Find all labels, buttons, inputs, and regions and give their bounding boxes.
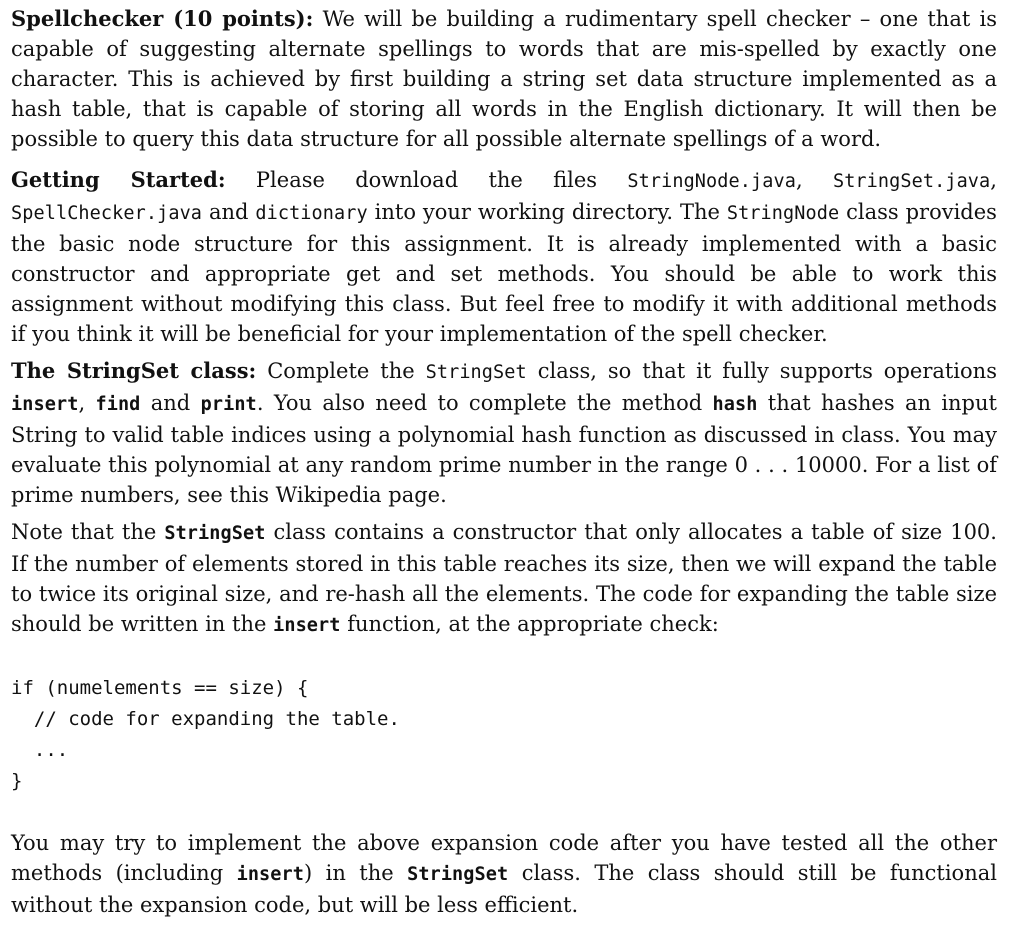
getting-started-text: and <box>208 200 249 224</box>
spellchecker-text: We will be building a rudimentary spell checker – one that is capable of suggesting alternate spellings to words that are mis-spelled by exactly one character. This is achieved by first building a string set data structure implemented as a hash table, that is capable of storing all words in the English dictionary. It will then be possible to query this data structure for all possible alternate spellings of a word. <box>11 7 997 151</box>
stringset-text: that hashes an input String to valid table indices using a polynomial hash function as discussed in class. You may evaluate this polynomial at any random prime number in the range 0 . . . 10000. For a list of prime numbers, see this Wikipedia page. <box>11 391 997 507</box>
note-text: class contains a constructor that only allocates a table of size 100. If the number of elements stored in this table reaches its size, then we will expand the table to twice its original size, and re-hash all the elements. The code for expanding the table size should be written in the <box>11 520 997 636</box>
note-paragraph <box>11 517 997 641</box>
comma: , <box>990 168 997 192</box>
file-spellchecker: SpellChecker.java <box>11 203 203 224</box>
stringset-heading: The StringSet class: <box>11 358 257 383</box>
file-stringset: StringSet.java <box>832 171 991 192</box>
method-print: print <box>200 394 257 415</box>
stringset-text: . You also need to complete the method <box>256 391 703 415</box>
getting-started-text: Please download the files <box>255 168 598 192</box>
method-find: find <box>95 394 141 415</box>
getting-started-paragraph <box>11 165 997 349</box>
getting-started-heading: Getting Started: <box>11 167 226 192</box>
code-line: ... <box>11 739 69 761</box>
method-insert: insert <box>11 394 79 415</box>
method-hash: hash <box>712 394 758 415</box>
spellchecker-paragraph <box>11 4 997 154</box>
final-text: You may try to implement the above expansion code after you have tested all the other methods (including <box>11 831 997 885</box>
final-paragraph <box>11 828 997 920</box>
getting-started-text: into your working directory. The <box>374 200 720 224</box>
final-text: ) in the <box>304 861 394 885</box>
code-line: if (numelements == size) { <box>11 677 309 699</box>
getting-started-text: class provides the basic node structure for this assignment. It is already implemented with a basic constructor and appropriate get and set methods. You should be able to work this assignment without modifying this class. But feel free to modify it with additional methods if you think it will be beneficial for your implementation of the spell checker. <box>11 200 997 346</box>
note-text: function, at the appropriate check: <box>347 612 719 636</box>
stringset-text: Complete the <box>267 359 415 383</box>
class-stringnode: StringNode <box>726 203 840 224</box>
class-stringset: StringSet <box>407 864 509 885</box>
code-line: } <box>11 770 23 792</box>
class-stringset: StringSet <box>164 523 266 544</box>
code-line: // code for expanding the table. <box>11 708 400 730</box>
code-block <box>11 673 400 797</box>
method-insert: insert <box>236 864 305 885</box>
comma: , <box>795 168 803 192</box>
stringset-text: , <box>78 391 86 415</box>
file-stringnode: StringNode.java <box>627 171 796 192</box>
file-dictionary: dictionary <box>255 203 368 224</box>
spellchecker-heading: Spellchecker (10 points): <box>11 6 314 31</box>
final-text: class. The class should still be functional without the expansion code, but will be less efficient. <box>11 861 997 917</box>
stringset-text: and <box>150 391 191 415</box>
stringset-text: class, so that it fully supports operations <box>537 359 997 383</box>
stringset-paragraph <box>11 356 997 510</box>
method-insert: insert <box>273 615 341 636</box>
class-stringset: StringSet <box>425 362 527 383</box>
note-text: Note that the <box>11 520 157 544</box>
